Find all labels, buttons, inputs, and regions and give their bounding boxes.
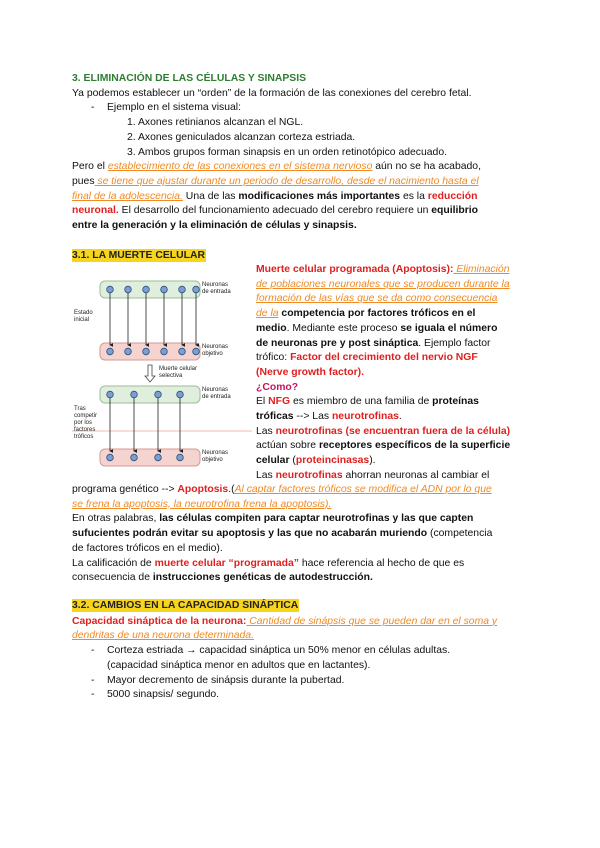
- paragraph-line: actúan sobre receptores específicos de la superficie: [256, 440, 511, 452]
- paragraph-line: La calificación de muerte celular “programada” hace referencia al hecho de que es: [72, 557, 465, 569]
- paragraph-line: sufucientes podrán evitar su apoptosis y las que no acabarán muriendo (competencia: [72, 528, 493, 540]
- section-3-1-heading: 3.1. LA MUERTE CELULAR: [72, 250, 205, 261]
- paragraph-line: trófico: Factor del crecimiento del nervio NGF: [256, 352, 478, 364]
- paragraph-line: Capacidad sináptica de la neurona: Cantidad de sinápsis que se pueden dar en el soma y: [72, 615, 498, 627]
- paragraph-line: Las neurotrofinas ahorran neuronas al cambiar el: [256, 469, 490, 481]
- paragraph-line: formación de las vías que se da como consecuencia: [256, 293, 498, 305]
- label-target-neurons: Neuronas objetivo: [202, 344, 229, 357]
- paragraph-line: tróficas --> Las neurotrofinas.: [256, 411, 402, 423]
- section-3-heading: 3. ELIMINACIÓN DE LAS CÉLULAS Y SINAPSIS: [72, 73, 307, 84]
- section-3-1-heading-wrap: [72, 249, 534, 264]
- paragraph-line: de factores tróficos en el medio).: [72, 542, 223, 554]
- step-2: 2. Axones geniculados alcanzan corteza estriada.: [127, 131, 356, 143]
- apoptosis-text-column: [256, 263, 534, 484]
- paragraph-line: final de la adolescencia. Una de las modificaciones más importantes es la reducción: [72, 190, 478, 202]
- list-item: - Corteza estriada → capacidad sináptica un 50% menor en células adultas.: [91, 645, 451, 657]
- question-como: ¿Como?: [256, 381, 299, 393]
- label-selective-death: Muerte celular selectiva: [159, 366, 198, 379]
- section-3-2-heading: 3.2. CAMBIOS EN LA CAPACIDAD SINÁPTICA: [72, 600, 299, 611]
- paragraph-line: de neuronas pre y post sináptica. Ejemplo factor: [256, 337, 491, 349]
- paragraph-line: medio. Mediante este proceso se iguala el número: [256, 322, 498, 334]
- paragraph-line: En otras palabras, las células compiten para captar neurotrofinas y las que capten: [72, 513, 474, 525]
- paragraph-line: celular (proteincinasas).: [256, 455, 376, 467]
- paragraph-line: El NFG es miembro de una familia de proteínas: [256, 396, 479, 408]
- label-after-competition: Tras competir por los factores tróficos: [74, 406, 98, 440]
- step-1: 1. Axones retinianos alcanzan el NGL.: [127, 117, 304, 129]
- paragraph-line: consecuencia de instrucciones genéticas de autodestrucción.: [72, 572, 373, 584]
- paragraph-line: se frena la apoptosis, la neurotrofina frena la apoptosis).: [72, 498, 332, 510]
- neuron-competition-figure: [72, 273, 252, 469]
- label-target-neurons-after: Neuronas objetivo: [202, 450, 229, 463]
- paragraph-line: de poblaciones neuronales que se producen durante la: [256, 278, 510, 290]
- paragraph-line: Las neurotrofinas (se encuentran fuera de la célula): [256, 425, 511, 437]
- paragraph-line: entre la generación y la eliminación de células y sinapsis.: [72, 220, 357, 232]
- paragraph-line: (Nerve growth factor).: [256, 366, 364, 378]
- list-item: - 5000 sinapsis/ segundo.: [91, 689, 220, 701]
- paragraph-line: de la competencia por factores tróficos en el: [256, 308, 476, 320]
- list-item-continuation: (capacidad sináptica menor en adultos que en lactantes).: [107, 659, 371, 671]
- selective-death-arrow: [145, 365, 155, 382]
- input-neurons-bar-after: [100, 386, 200, 403]
- paragraph-line: programa genético --> Apoptosis.(Al captar factores tróficos se modifica el ADN por lo que: [72, 484, 492, 495]
- section-3: [72, 72, 534, 234]
- step-3: 3. Ambos grupos forman sinapsis en un orden retinotópico adecuado.: [127, 146, 448, 158]
- paragraph-line: neuronal. El desarrollo del funcionamiento adecuado del cerebro requiere un equilibrio: [72, 205, 479, 217]
- label-input-neurons-after: Neuronas de entrada: [202, 387, 231, 400]
- target-neurons-bar-after: [100, 449, 200, 466]
- label-initial-state: Estado inicial: [74, 310, 93, 323]
- apoptosis-continuation: [72, 483, 534, 586]
- list-item: - Ejemplo en el sistema visual:: [91, 102, 241, 114]
- label-input-neurons: Neuronas de entrada: [202, 282, 231, 295]
- list-item: - Mayor decremento de sinápsis durante la pubertad.: [91, 674, 345, 686]
- paragraph-line: pues se tiene que ajustar durante un periodo de desarrollo, desde el nacimiento hasta el: [72, 175, 479, 187]
- paragraph-line: Muerte celular programada (Apoptosis): Eliminación: [256, 264, 510, 275]
- section-3-intro: Ya podemos establecer un “orden” de la formación de las conexiones del cerebro fetal.: [72, 87, 472, 99]
- section-3-2: [72, 599, 534, 703]
- paragraph-line: Pero el establecimiento de las conexiones en el sistema nervioso aún no se ha acabado,: [72, 161, 481, 173]
- paragraph-line: dendritas de una neurona determinada.: [72, 630, 254, 642]
